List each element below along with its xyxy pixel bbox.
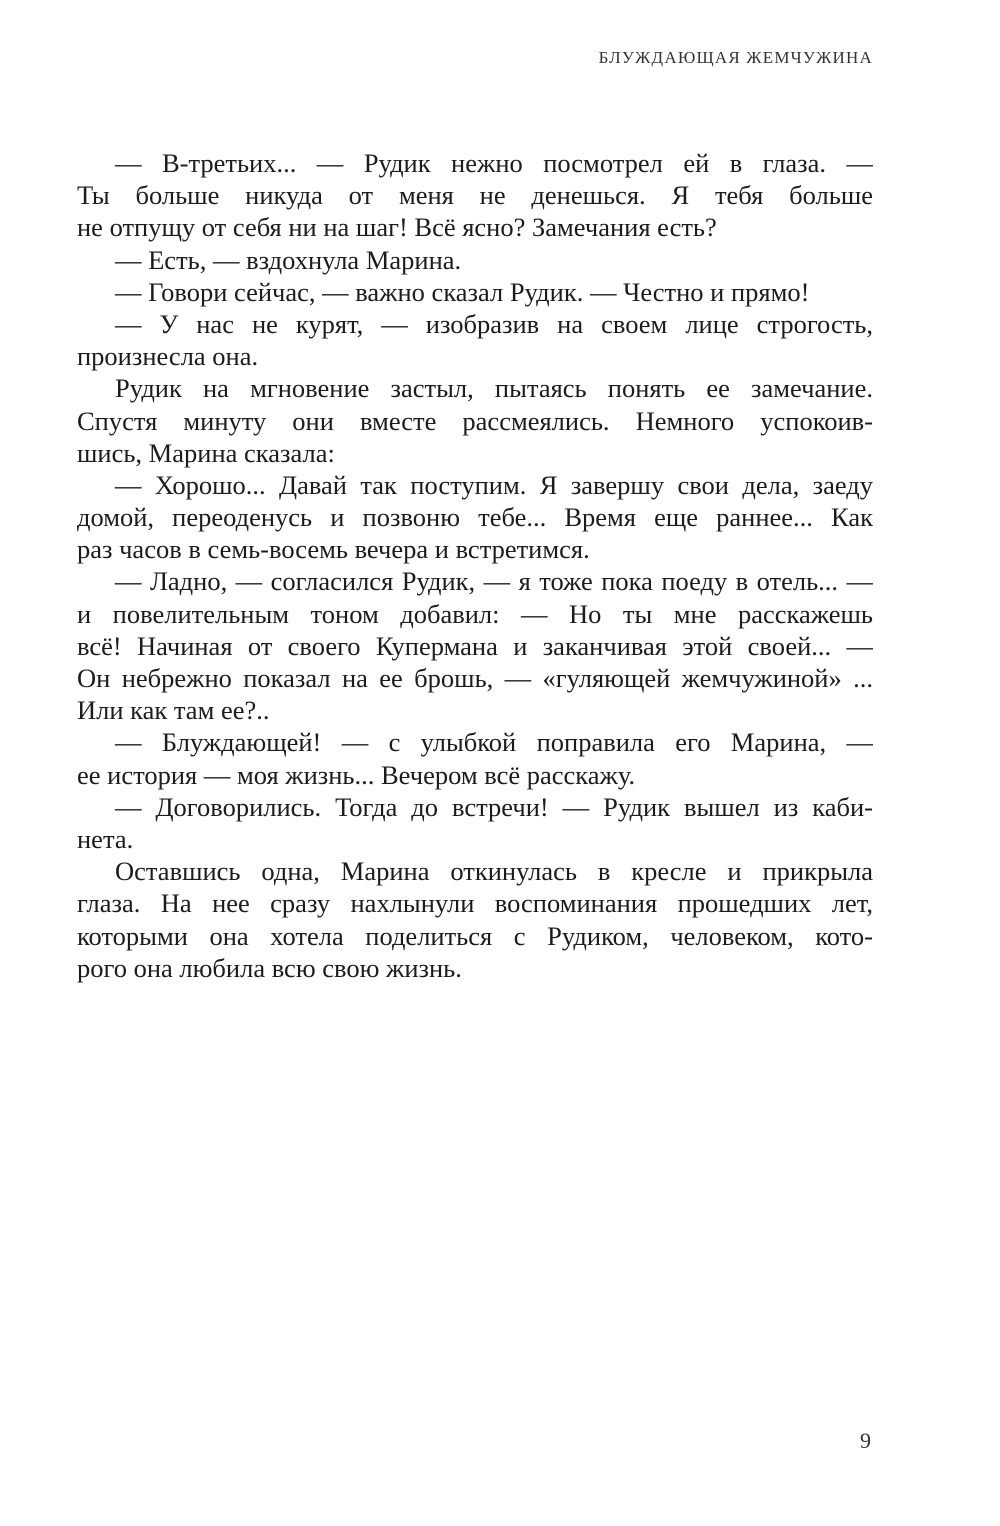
text-line: — Говори сейчас, — важно сказал Рудик. — Честно и прямо! xyxy=(115,276,810,307)
text-line: — Ладно, — согласился Рудик, — я тоже пока поеду в отель... — xyxy=(115,566,873,597)
text-line: и повелительным тоном добавил: — Но ты мне расскажешь xyxy=(77,598,873,629)
text-line: ее история — моя жизнь... Вечером всё расскажу. xyxy=(77,759,636,790)
paragraph xyxy=(77,855,873,984)
text-line: Он небрежно показал на ее брошь, — «гуляющей жемчужиной» ... xyxy=(77,663,873,693)
text-line: рого она любила всю свою жизнь. xyxy=(77,952,462,983)
paragraph xyxy=(77,726,873,790)
page-number: 9 xyxy=(860,1428,871,1453)
text-line: Ты больше никуда от меня не денешься. Я тебя больше xyxy=(77,180,873,211)
text-line: раз часов в семь-восемь вечера и встретимся. xyxy=(77,534,590,565)
paragraph xyxy=(77,147,873,244)
paragraph xyxy=(77,244,873,276)
text-line: — В-третьих... — Рудик нежно посмотрел ей в глаза. — xyxy=(115,148,873,178)
text-line: шись, Марина сказала: xyxy=(77,437,335,468)
paragraph xyxy=(77,276,873,308)
text-line: Или как там ее?.. xyxy=(77,695,270,726)
paragraph xyxy=(77,469,873,566)
text-line: — Договорились. Тогда до встречи! — Рудик вышел из каби- xyxy=(115,791,873,822)
text-line: глаза. На нее сразу нахлынули воспоминания прошедших лет, xyxy=(77,888,873,919)
paragraph xyxy=(77,791,873,855)
text-line: всё! Начиная от своего Купермана и заканчивая этой своей... — xyxy=(77,630,873,661)
text-line: произнесла она. xyxy=(77,341,259,372)
text-line: не отпущу от себя ни на шаг! Всё ясно? Замечания есть? xyxy=(77,212,717,243)
text-line: — Блуждающей! — с улыбкой поправила его Марина, — xyxy=(115,727,873,758)
paragraph xyxy=(77,308,873,372)
text-line: Спустя минуту они вместе рассмеялись. Немного успокоив- xyxy=(77,405,873,436)
text-line: — Хорошо... Давай так поступим. Я завершу свои дела, заеду xyxy=(115,469,873,500)
text-line: Оставшись одна, Марина откинулась в кресле и прикрыла xyxy=(115,856,873,887)
text-line: Рудик на мгновение застыл, пытаясь понять ее замечание. xyxy=(115,373,873,404)
text-line: нета. xyxy=(77,823,134,854)
running-head: БЛУЖДАЮЩАЯ ЖЕМЧУЖИНА xyxy=(598,48,873,67)
text-line: — Есть, — вздохнула Марина. xyxy=(115,244,462,275)
body-text xyxy=(77,147,873,984)
paragraph xyxy=(77,565,873,726)
text-line: — У нас не курят, — изобразив на своем лице строгость, xyxy=(115,308,873,339)
text-line: домой, переоденусь и позвоню тебе... Время еще раннее... Как xyxy=(77,502,873,533)
paragraph xyxy=(77,372,873,469)
text-line: которыми она хотела поделиться с Рудиком, человеком, кото- xyxy=(77,920,873,951)
